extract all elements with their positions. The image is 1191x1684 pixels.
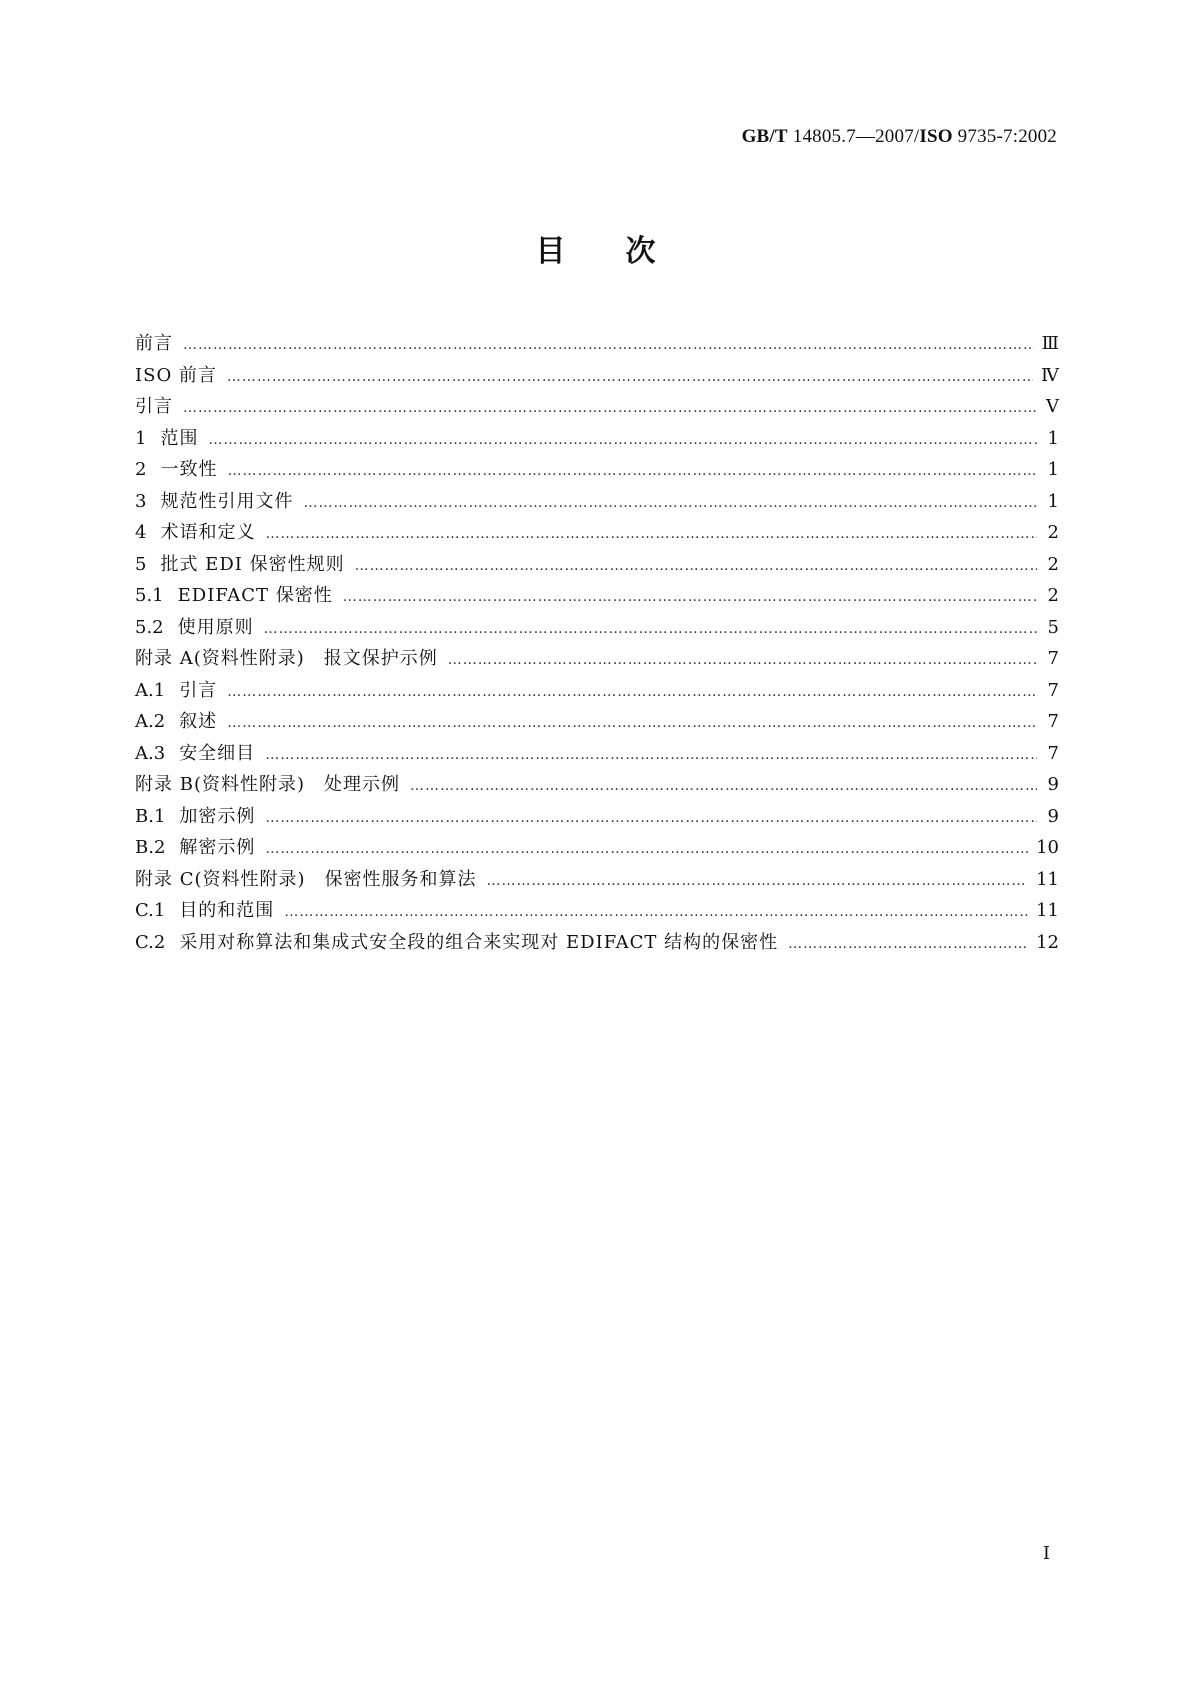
toc-entry-label: EDIFACT 保密性: [177, 585, 333, 606]
dot-leader: [343, 582, 1037, 614]
toc-entry-page: Ⅳ: [1041, 364, 1059, 386]
toc-entry-page: 5: [1047, 616, 1059, 638]
toc-entry-label: 引言: [179, 679, 218, 701]
dot-leader: [303, 488, 1037, 520]
toc-entry-number: A.1: [135, 679, 166, 701]
dot-leader: [410, 771, 1037, 803]
toc-entry-label: 目的和范围: [179, 900, 275, 921]
toc-entry-number: 5.2: [135, 616, 164, 638]
toc-entry-label: 安全细目: [179, 742, 256, 764]
toc-entry-page: 11: [1036, 900, 1059, 921]
toc-entry-page: Ⅴ: [1046, 396, 1059, 417]
toc-entry-label: 采用对称算法和集成式安全段的组合来实现对 EDIFACT 结构的保密性: [179, 931, 779, 953]
dot-leader: [448, 645, 1037, 677]
toc-entry-label: 使用原则: [177, 616, 254, 638]
dot-leader: [265, 803, 1037, 835]
toc-entry[interactable]: [135, 549, 1059, 581]
toc-entry-page: 2: [1047, 585, 1059, 606]
toc-entry-number: 5: [135, 553, 147, 575]
toc-entry-page: 7: [1047, 648, 1059, 669]
toc-entry-label: 引言: [135, 396, 173, 417]
dot-leader: [227, 456, 1037, 488]
toc-entry-number: 4: [135, 522, 147, 543]
dot-leader: [265, 519, 1037, 551]
page-title: 目次: [535, 234, 716, 269]
toc-entry-label: 一致性: [160, 459, 218, 480]
toc-entry-number: C.2: [135, 931, 166, 953]
toc-entry-number: C.1: [135, 900, 166, 921]
toc-entry-page: 1: [1047, 490, 1059, 512]
toc-entry[interactable]: [135, 706, 1059, 738]
toc-entry[interactable]: [135, 895, 1059, 927]
toc-entry-page: 1: [1047, 459, 1059, 480]
toc-entry-label: 附录 C(资料性附录) 保密性服务和算法: [135, 868, 477, 890]
table-of-contents: [135, 328, 1059, 958]
dot-leader: [355, 551, 1037, 583]
toc-entry-page: 9: [1047, 774, 1059, 795]
toc-entry[interactable]: [135, 864, 1059, 896]
toc-entry[interactable]: [135, 738, 1059, 770]
toc-entry[interactable]: [135, 486, 1059, 518]
toc-entry-page: Ⅲ: [1041, 333, 1059, 354]
toc-entry[interactable]: [135, 643, 1059, 675]
toc-entry-number: 5.1: [135, 585, 164, 606]
toc-entry-label: 叙述: [179, 711, 218, 732]
toc-entry[interactable]: [135, 360, 1059, 392]
toc-entry-label: 附录 A(资料性附录) 报文保护示例: [135, 648, 438, 669]
toc-entry-label: 加密示例: [179, 805, 256, 827]
toc-entry-number: A.3: [135, 742, 166, 764]
toc-entry-label: 附录 B(资料性附录) 处理示例: [135, 774, 400, 795]
toc-entry-label: ISO 前言: [135, 364, 217, 386]
toc-entry-number: 2: [135, 459, 147, 480]
toc-entry-label: 批式 EDI 保密性规则: [160, 553, 345, 575]
toc-entry[interactable]: [135, 769, 1059, 801]
toc-entry-number: B.1: [135, 805, 166, 827]
toc-entry-number: 3: [135, 490, 147, 512]
toc-entry-label: 规范性引用文件: [160, 490, 294, 512]
toc-entry[interactable]: [135, 391, 1059, 423]
dot-leader: [227, 362, 1033, 394]
toc-entry-page: 7: [1047, 679, 1059, 701]
iso-prefix: ISO: [919, 126, 953, 147]
toc-entry-label: 术语和定义: [160, 522, 256, 543]
toc-entry-page: 12: [1036, 931, 1059, 953]
dot-leader: [183, 330, 1034, 362]
toc-entry-page: 2: [1047, 553, 1059, 575]
toc-entry[interactable]: [135, 801, 1059, 833]
dot-leader: [284, 897, 1028, 929]
toc-entry[interactable]: [135, 423, 1059, 455]
toc-entry[interactable]: [135, 517, 1059, 549]
dot-leader: [227, 677, 1037, 709]
dot-leader: [265, 834, 1028, 866]
toc-entry-page: 7: [1047, 742, 1059, 764]
toc-entry-label: 解密示例: [179, 837, 256, 858]
toc-entry[interactable]: [135, 328, 1059, 360]
dot-leader: [264, 614, 1037, 646]
dot-leader: [265, 740, 1037, 772]
standard-designation: [742, 126, 1057, 148]
toc-entry-page: 1: [1047, 427, 1059, 449]
toc-entry-label: 前言: [135, 333, 173, 354]
dot-leader: [183, 393, 1037, 425]
toc-entry[interactable]: [135, 675, 1059, 707]
toc-entry-page: 11: [1036, 868, 1059, 890]
toc-entry-page: 9: [1047, 805, 1059, 827]
toc-entry-page: 10: [1036, 837, 1059, 858]
gb-prefix: GB/T: [741, 126, 788, 147]
toc-entry[interactable]: [135, 832, 1059, 864]
toc-entry[interactable]: [135, 927, 1059, 959]
page-number: Ⅰ: [1042, 1543, 1050, 1563]
toc-entry-page: 2: [1047, 522, 1059, 543]
toc-entry[interactable]: [135, 454, 1059, 486]
toc-entry-number: A.2: [135, 711, 166, 732]
dot-leader: [788, 929, 1028, 961]
toc-entry[interactable]: [135, 612, 1059, 644]
dot-leader: [227, 708, 1037, 740]
dot-leader: [208, 425, 1037, 457]
toc-entry-number: 1: [135, 427, 147, 449]
toc-entry-number: B.2: [135, 837, 166, 858]
gb-number: 14805.7—2007/: [787, 126, 920, 147]
iso-number: 9735-7:2002: [952, 126, 1057, 147]
toc-entry-page: 7: [1047, 711, 1059, 732]
dot-leader: [487, 866, 1029, 898]
toc-entry-label: 范围: [160, 427, 199, 449]
toc-entry[interactable]: [135, 580, 1059, 612]
